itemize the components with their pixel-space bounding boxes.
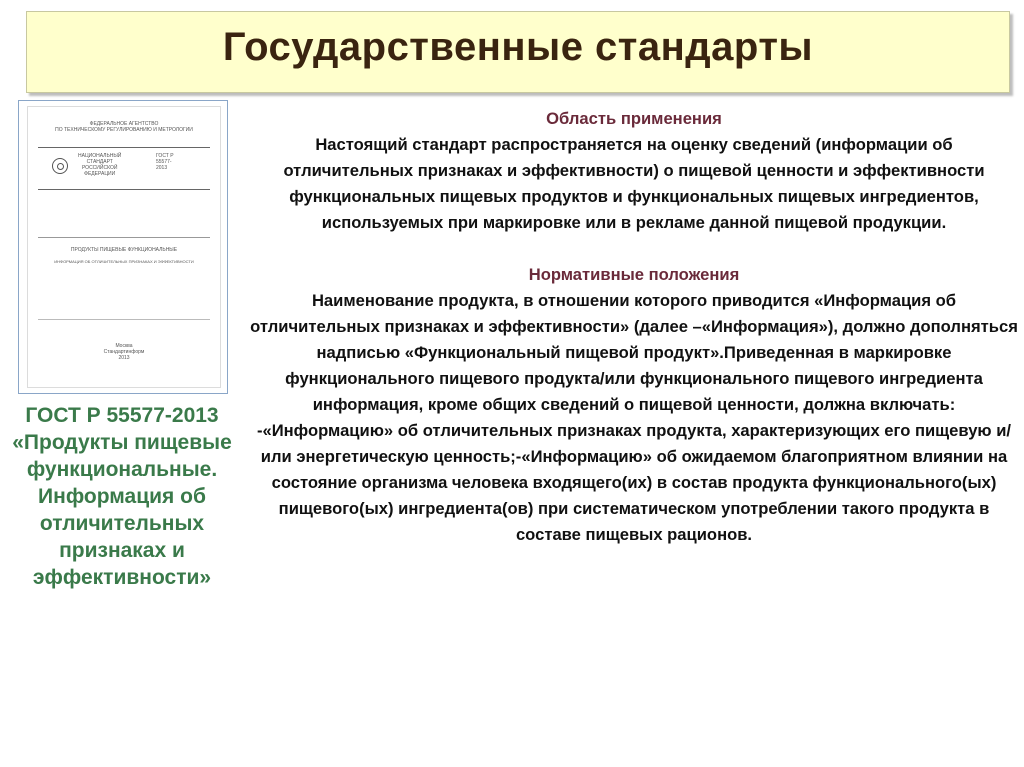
section-gap: [250, 236, 1018, 262]
doc-rule: [38, 189, 210, 190]
doc-rule: [38, 237, 210, 238]
doc-agency: ФЕДЕРАЛЬНОЕ АГЕНТСТВО ПО ТЕХНИЧЕСКОМУ РЕГУЛИРОВАНИЮ И МЕТРОЛОГИИ: [55, 121, 193, 133]
doc-title: ПРОДУКТЫ ПИЩЕВЫЕ ФУНКЦИОНАЛЬНЫЕ: [70, 247, 178, 253]
doc-national-standard: НАЦИОНАЛЬНЫЙ СТАНДАРТ РОССИЙСКОЙ ФЕДЕРАЦИИ: [78, 153, 122, 177]
doc-imprint: Москва Стандартинформ 2013: [103, 343, 145, 361]
title-banner: [26, 11, 1010, 93]
section-body-scope: Настоящий стандарт распространяется на оценку сведений (информации об отличительных признаках и эффективности) о пищевой ценности и эффективности функциональных пищевых продуктов и функциональных пищевых ингредиентов, используемых при маркировке или в рекламе данной пищевой продукции.: [283, 135, 985, 232]
content-column: [250, 106, 1018, 548]
doc-gost-number: ГОСТ Р 55577- 2013: [156, 153, 174, 171]
section-heading-normative: Нормативные положения: [528, 265, 740, 284]
document-thumbnail: [18, 100, 228, 394]
document-page: [27, 106, 221, 388]
gost-logo-icon: [52, 158, 68, 174]
page-title: Государственные стандарты: [222, 25, 814, 69]
doc-subtitle: ИНФОРМАЦИЯ ОБ ОТЛИЧИТЕЛЬНЫХ ПРИЗНАКАХ И ЭФФЕКТИВНОСТИ: [54, 259, 194, 264]
doc-rule: [38, 147, 210, 148]
section-heading-scope: Область применения: [546, 109, 722, 128]
section-body-normative: Наименование продукта, в отношении которого приводится «Информация об отличительных признаках и эффективности» (далее –«Информация»), должно дополняться надписью «Функциональный пищевой продукт».Приведенная в маркировке функционального пищевого продукта/или функционального пищевого ингредиента информация, кроме общих сведений о пищевой ценности, должна включать: -«Информацию» об отличительных признаках продукта, характеризующих его пищевую и/или энергетическую ценность;-«Информацию» об ожидаемом благоприятном влиянии на состояние организма человека входящего(их) в состав продукта функционального(ых) пищевого(ых) ингредиента(ов) при систематическом употреблении такого продукта в составе пищевых рационов.: [250, 291, 1018, 544]
doc-rule: [38, 319, 210, 320]
gost-caption: ГОСТ Р 55577-2013 «Продукты пищевые функциональные. Информация об отличительных признаках и эффективности»: [12, 404, 232, 589]
